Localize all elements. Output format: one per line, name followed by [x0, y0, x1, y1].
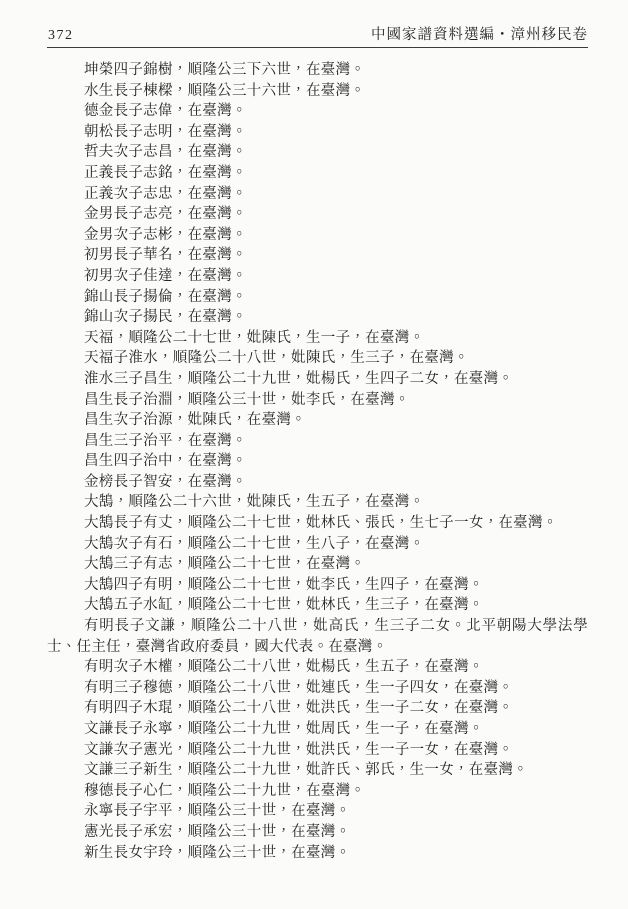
genealogy-entry: 有明四子木琨，順隆公二十八世，妣洪氏，生一子二女，在臺灣。	[83, 700, 514, 717]
genealogy-entry: 昌生四子治中，在臺灣。	[83, 453, 247, 470]
genealogy-entry: 德金長子志偉，在臺灣。	[83, 103, 247, 120]
genealogy-entry: 天福子淮水，順隆公二十八世，妣陳氏，生三子，在臺灣。	[83, 350, 469, 367]
genealogy-entry: 大鵠四子有明，順隆公二十七世，妣李氏，生四子，在臺灣。	[83, 576, 484, 593]
genealogy-entry: 昌生三子治平，在臺灣。	[83, 432, 247, 449]
genealogy-entry: 文謙三子新生，順隆公二十九世，妣許氏、郭氏，生一女，在臺灣。	[83, 762, 528, 779]
genealogy-entry: 坤榮四子錦樹，順隆公三下六世，在臺灣。	[83, 62, 366, 78]
genealogy-entry: 有明長子文謙，順隆公二十八世，妣高氏，生三子二女。北平朝陽大學法學士、任主任，臺灣省政府委員，國大代表。在臺灣。	[47, 618, 588, 655]
book-title: 中國家譜資料選編・漳州移民卷	[371, 27, 588, 43]
genealogy-entry: 初男次子佳達，在臺灣。	[83, 267, 247, 284]
genealogy-entry: 哲夫次子志昌，在臺灣。	[83, 144, 247, 161]
page-number: 372	[48, 28, 74, 43]
genealogy-entry: 金榜長子智安，在臺灣。	[83, 473, 247, 490]
genealogy-entry: 大鵠，順隆公二十六世，妣陳氏，生五子，在臺灣。	[83, 494, 425, 511]
genealogy-entry: 錦山長子揚倫，在臺灣。	[83, 288, 247, 305]
header-rule	[47, 47, 588, 48]
genealogy-entry: 淮水三子昌生，順隆公二十九世，妣楊氏，生四子二女，在臺灣。	[83, 370, 514, 387]
genealogy-entry: 永寧長子宇平，順隆公三十世，在臺灣。	[83, 803, 351, 820]
genealogy-entry: 昌生長子治淵，順隆公三十世，妣李氏，在臺灣。	[83, 391, 410, 408]
genealogy-entry: 大鵠長子有丈，順隆公二十七世，妣林氏、張氏，生七子一女，在臺灣。	[83, 515, 558, 532]
genealogy-entry: 初男長子華名，在臺灣。	[83, 247, 247, 264]
genealogy-entry: 正義次子志忠，在臺灣。	[83, 185, 247, 202]
genealogy-entry: 天福，順隆公二十七世，妣陳氏，生一子，在臺灣。	[83, 329, 425, 346]
genealogy-entry: 文謙次子憲光，順隆公二十九世，妣洪氏，生一子一女，在臺灣。	[83, 741, 514, 758]
genealogy-entry: 新生長女宇玲，順隆公三十世，在臺灣。	[83, 844, 351, 861]
genealogy-entry: 文謙長子永寧，順隆公二十九世，妣周氏，生一子，在臺灣。	[83, 721, 484, 737]
genealogy-entry: 大鵠五子水缸，順隆公二十七世，妣林氏，生三子，在臺灣。	[83, 597, 484, 614]
genealogy-entry: 金男長子志亮，在臺灣。	[83, 206, 247, 223]
genealogy-entry: 水生長子棟樑，順隆公三十六世，在臺灣。	[83, 82, 366, 99]
running-header	[48, 22, 588, 44]
genealogy-entry: 正義長子志銘，在臺灣。	[83, 164, 247, 181]
genealogy-entry: 憲光長子承宏，順隆公三十世，在臺灣。	[83, 823, 351, 840]
genealogy-entry: 有明三子穆德，順隆公二十八世，妣連氏，生一子四女，在臺灣。	[83, 679, 514, 696]
genealogy-entry: 金男次子志彬，在臺灣。	[83, 226, 247, 243]
genealogy-entry: 有明次子木權，順隆公二十八世，妣楊氏，生五子，在臺灣。	[83, 659, 484, 676]
genealogy-entry: 大鵠三子有志，順隆公二十七世，在臺灣。	[83, 556, 366, 573]
genealogy-entry: 錦山次子揚民，在臺灣。	[83, 309, 247, 326]
genealogy-entry-list	[47, 60, 588, 863]
genealogy-entry: 大鵠次子有石，順隆公二十七世，生八子，在臺灣。	[83, 535, 425, 552]
genealogy-entry: 朝松長子志明，在臺灣。	[83, 123, 247, 140]
genealogy-entry: 穆德長子心仁，順隆公二十九世，在臺灣。	[83, 782, 366, 799]
genealogy-entry: 昌生次子治源，妣陳氏，在臺灣。	[83, 412, 306, 429]
